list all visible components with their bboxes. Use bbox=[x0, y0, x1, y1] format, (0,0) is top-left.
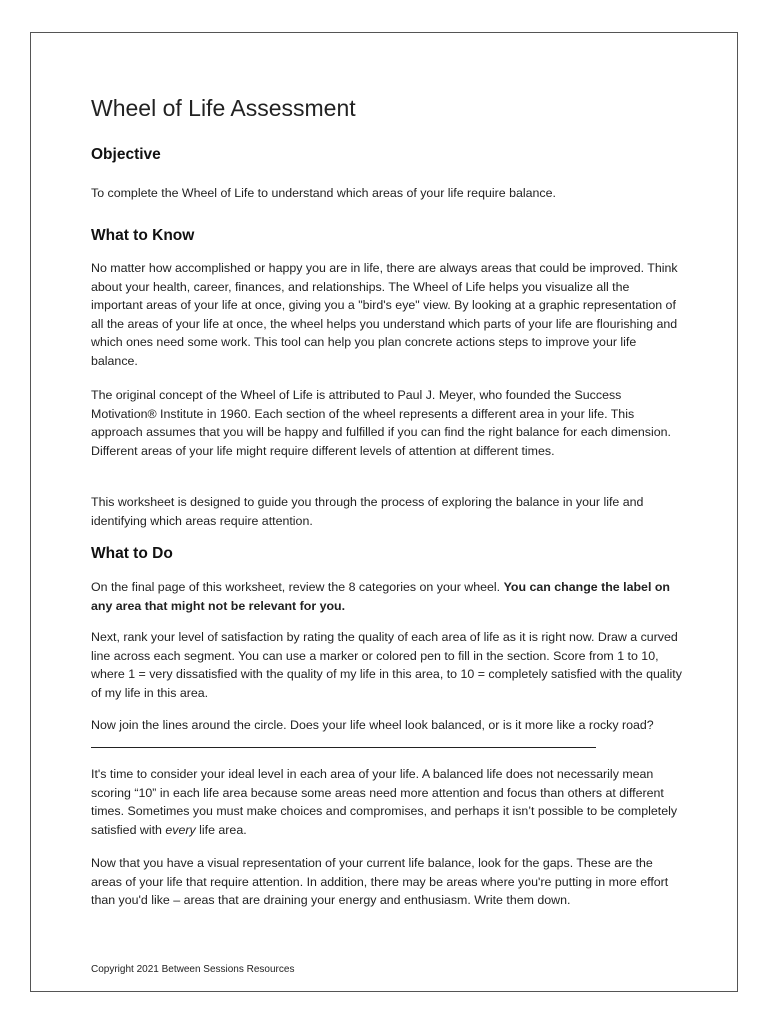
what-to-do-paragraph-2: Next, rank your level of satisfaction by rating the quality of each area of life as it is right now. Draw a curved line across each segment. You can use a marker or colored pen to fill in the section. Score from 1 to 10, where 1 = very dissatisfied with the quality of my life in this area, to 10 = completely satisfied with the quality of my life in this area. bbox=[91, 630, 682, 700]
what-to-do-paragraph-3 bbox=[91, 716, 683, 753]
paragraph-text-end: life area. bbox=[195, 822, 247, 837]
page-title: Wheel of Life Assessment bbox=[91, 95, 356, 121]
objective-text: To complete the Wheel of Life to understand which areas of your life require balance. bbox=[91, 186, 556, 200]
bold-instruction: You can change the label on any area that might not be relevant for you. bbox=[91, 580, 670, 613]
what-to-know-paragraph-3: This worksheet is designed to guide you through the process of exploring the balance in your life and identifying which areas require attention. bbox=[91, 495, 644, 528]
what-to-do-paragraph-1 bbox=[91, 578, 683, 615]
answer-blank-line[interactable] bbox=[91, 735, 596, 748]
what-to-do-paragraph-4 bbox=[91, 765, 683, 839]
paragraph-text: It's time to consider your ideal level in each area of your life. A balanced life does not necessarily mean scoring “10” in each life area because some areas need more attention and focus than others at different times. Sometimes you must make choices and compromises, and perhaps it isn’t possible to be completely satisfied with bbox=[91, 767, 678, 837]
objective-heading: Objective bbox=[91, 146, 161, 163]
what-to-know-paragraph-2: The original concept of the Wheel of Life is attributed to Paul J. Meyer, who founded the Success Motivation® Institute in 1960. Each section of the wheel represents a different area in your life. This approach assumes that you will be happy and fulfilled if you can find the right balance for each dimension. Different areas of your life might require different levels of attention at different times. bbox=[91, 388, 671, 458]
what-to-do-paragraph-5: Now that you have a visual representation of your current life balance, look for the gaps. These are the areas of your life that require attention. In addition, there may be areas where you're putting in more effort than you'd like – areas that are draining your energy and enthusiasm. Write them down. bbox=[91, 856, 669, 907]
what-to-do-heading: What to Do bbox=[91, 545, 173, 562]
paragraph-text: Now join the lines around the circle. Does your life wheel look balanced, or is it more like a rocky road? bbox=[91, 718, 654, 732]
paragraph-text: On the final page of this worksheet, review the 8 categories on your wheel. bbox=[91, 580, 504, 594]
copyright-footer: Copyright 2021 Between Sessions Resources bbox=[91, 964, 295, 975]
what-to-know-paragraph-1: No matter how accomplished or happy you are in life, there are always areas that could be improved. Think about your health, career, finances, and relationships. The Wheel of Life helps you visualize all the important areas of your life at once, giving you a "bird's eye" view. By looking at a graphic representation of all the areas of your life at once, the wheel helps you understand which parts of your life are flourishing and which ones need some work. This tool can help you plan concrete actions steps to improve your life balance. bbox=[91, 261, 678, 368]
italic-emphasis: every bbox=[165, 822, 196, 837]
document-page bbox=[30, 32, 738, 992]
what-to-know-heading: What to Know bbox=[91, 227, 195, 244]
